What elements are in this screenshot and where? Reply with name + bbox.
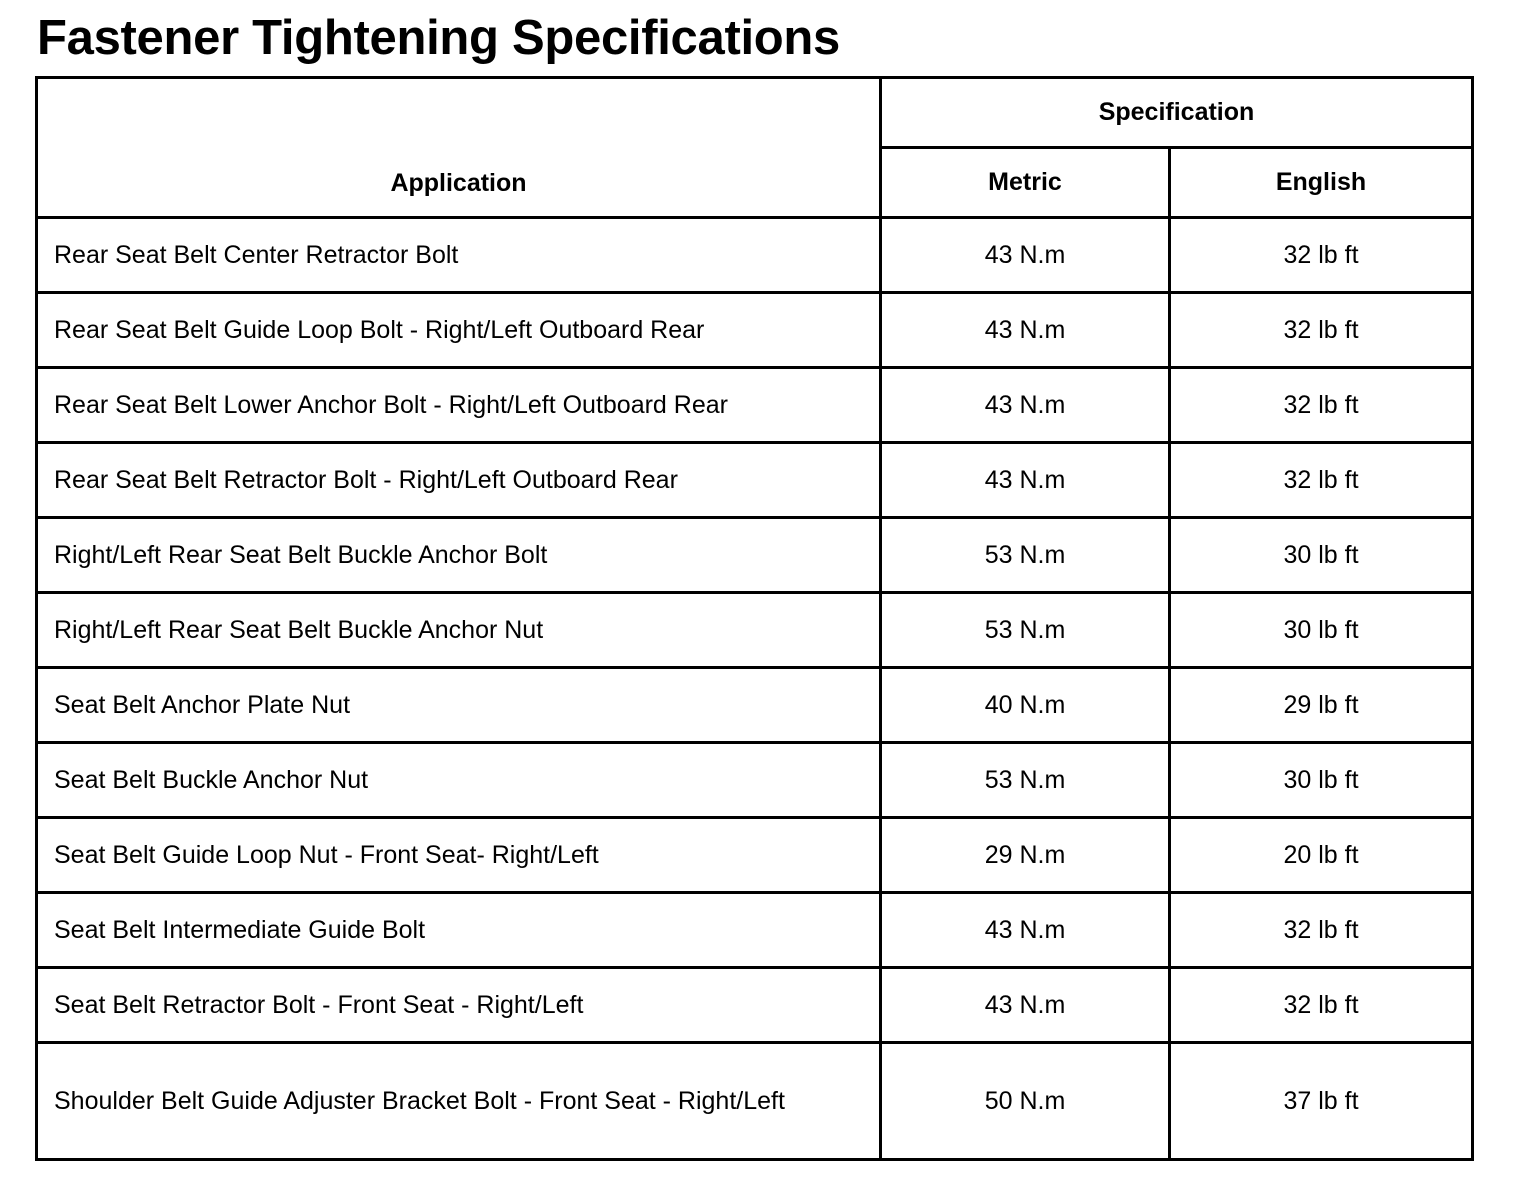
metric-cell: 29 N.m: [881, 818, 1170, 893]
table-row: [37, 368, 1473, 443]
table-row: [37, 818, 1473, 893]
table-row: [37, 218, 1473, 293]
english-cell: 32 lb ft: [1170, 368, 1473, 443]
application-cell: Seat Belt Anchor Plate Nut: [37, 668, 881, 743]
spec-table: [35, 76, 1474, 1161]
header-specification: Specification: [881, 78, 1473, 148]
metric-cell: 43 N.m: [881, 893, 1170, 968]
application-cell: Seat Belt Intermediate Guide Bolt: [37, 893, 881, 968]
table-row: [37, 443, 1473, 518]
header-english: English: [1170, 148, 1473, 218]
metric-cell: 50 N.m: [881, 1043, 1170, 1160]
english-cell: 29 lb ft: [1170, 668, 1473, 743]
english-cell: 32 lb ft: [1170, 293, 1473, 368]
table-row: [37, 1043, 1473, 1160]
application-cell: Rear Seat Belt Guide Loop Bolt - Right/Left Outboard Rear: [37, 293, 881, 368]
metric-cell: 53 N.m: [881, 518, 1170, 593]
table-row: [37, 743, 1473, 818]
application-cell: Rear Seat Belt Lower Anchor Bolt - Right/Left Outboard Rear: [37, 368, 881, 443]
header-application: Application: [37, 78, 881, 218]
application-cell: Rear Seat Belt Center Retractor Bolt: [37, 218, 881, 293]
metric-cell: 43 N.m: [881, 218, 1170, 293]
application-cell: Seat Belt Guide Loop Nut - Front Seat- Right/Left: [37, 818, 881, 893]
english-cell: 30 lb ft: [1170, 593, 1473, 668]
metric-cell: 53 N.m: [881, 593, 1170, 668]
table-row: [37, 518, 1473, 593]
application-cell: Rear Seat Belt Retractor Bolt - Right/Left Outboard Rear: [37, 443, 881, 518]
application-cell: Seat Belt Retractor Bolt - Front Seat - Right/Left: [37, 968, 881, 1043]
english-cell: 37 lb ft: [1170, 1043, 1473, 1160]
table-row: [37, 893, 1473, 968]
metric-cell: 43 N.m: [881, 443, 1170, 518]
english-cell: 32 lb ft: [1170, 218, 1473, 293]
metric-cell: 43 N.m: [881, 293, 1170, 368]
english-cell: 32 lb ft: [1170, 893, 1473, 968]
table-row: [37, 968, 1473, 1043]
metric-cell: 40 N.m: [881, 668, 1170, 743]
application-cell: Right/Left Rear Seat Belt Buckle Anchor Bolt: [37, 518, 881, 593]
application-cell: Seat Belt Buckle Anchor Nut: [37, 743, 881, 818]
metric-cell: 53 N.m: [881, 743, 1170, 818]
application-cell: Shoulder Belt Guide Adjuster Bracket Bolt - Front Seat - Right/Left: [37, 1043, 881, 1160]
metric-cell: 43 N.m: [881, 368, 1170, 443]
page-title: Fastener Tightening Specifications: [37, 11, 840, 65]
table-row: [37, 668, 1473, 743]
header-row-1: [37, 78, 1473, 148]
english-cell: 30 lb ft: [1170, 743, 1473, 818]
table-row: [37, 293, 1473, 368]
header-metric: Metric: [881, 148, 1170, 218]
table-row: [37, 593, 1473, 668]
application-cell: Right/Left Rear Seat Belt Buckle Anchor Nut: [37, 593, 881, 668]
english-cell: 32 lb ft: [1170, 443, 1473, 518]
english-cell: 20 lb ft: [1170, 818, 1473, 893]
english-cell: 32 lb ft: [1170, 968, 1473, 1043]
english-cell: 30 lb ft: [1170, 518, 1473, 593]
metric-cell: 43 N.m: [881, 968, 1170, 1043]
